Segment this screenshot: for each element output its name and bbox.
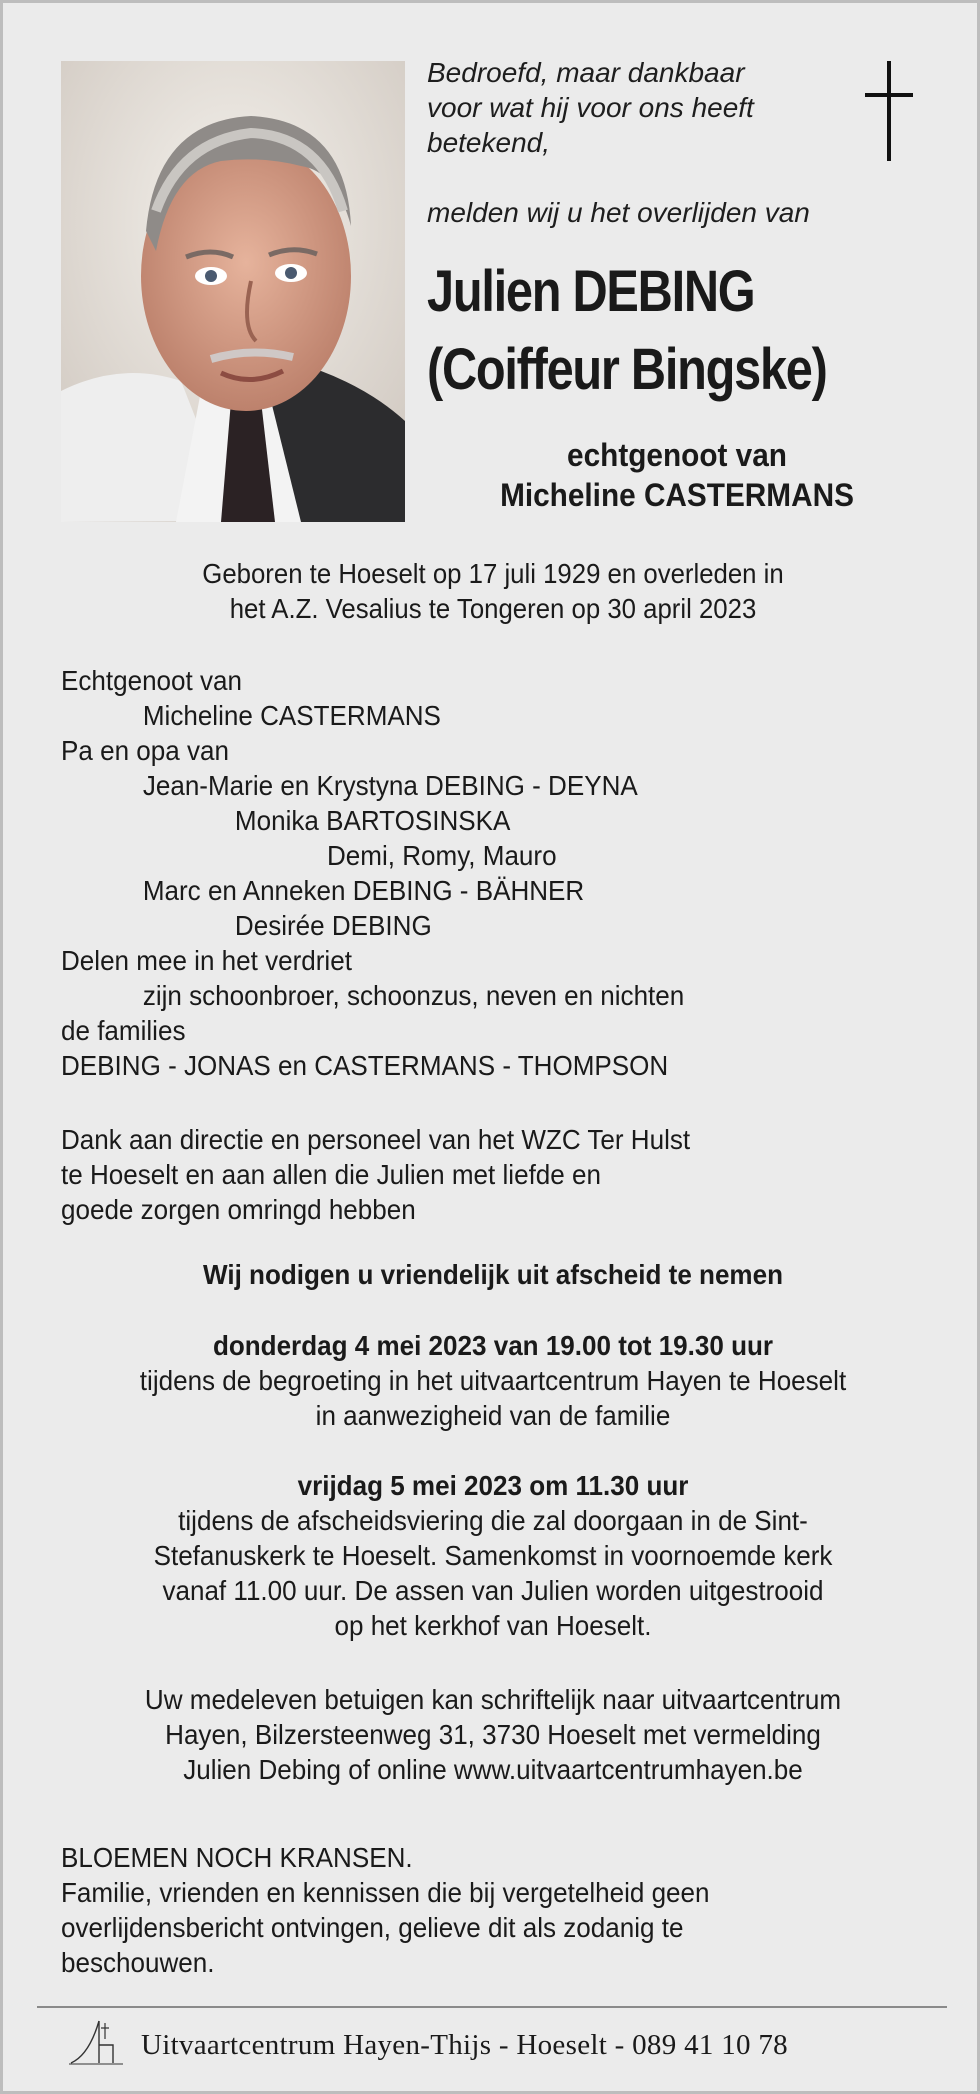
birth-line: het A.Z. Vesalius te Tongeren op 30 april 2023: [229, 593, 757, 624]
footer-divider: [37, 2006, 947, 2008]
family-list: [61, 663, 941, 1083]
service-line: vanaf 11.00 uur. De assen van Julien worden uitgestrooid: [162, 1575, 824, 1606]
visitation-block: [43, 1328, 943, 1433]
footer-text: Uitvaartcentrum Hayen-Thijs - Hoeselt - 089 41 10 78: [141, 2029, 788, 2061]
spouse-label: echtgenoot van: [567, 437, 787, 473]
visitation-line: in aanwezigheid van de familie: [315, 1400, 671, 1431]
closing-note: [61, 1840, 941, 1980]
family-line: Echtgenoot van: [61, 665, 242, 696]
thanks-text: [61, 1122, 941, 1227]
service-line: Stefanuskerk te Hoeselt. Samenkomst in voornoemde kerk: [153, 1540, 833, 1571]
closing-line: BLOEMEN NOCH KRANSEN.: [61, 1842, 413, 1873]
closing-line: beschouwen.: [61, 1947, 215, 1978]
condolences-block: [43, 1682, 943, 1787]
invitation: [43, 1257, 943, 1292]
condolences-line: Julien Debing of online www.uitvaartcentrumhayen.be: [183, 1754, 803, 1785]
intro-line: betekend,: [427, 127, 550, 158]
condolences-line: Hayen, Bilzersteenweg 31, 3730 Hoeselt met vermelding: [165, 1719, 821, 1750]
visitation-datetime: donderdag 4 mei 2023 van 19.00 tot 19.30 uur: [212, 1330, 774, 1361]
family-line: Desirée DEBING: [234, 910, 432, 941]
deceased-fullname: Julien DEBING: [427, 259, 755, 324]
deceased-name: [427, 253, 827, 409]
visitation-line: tijdens de begroeting in het uitvaartcentrum Hayen te Hoeselt: [139, 1365, 847, 1396]
family-line: Monika BARTOSINSKA: [234, 805, 511, 836]
service-block: [43, 1468, 943, 1643]
closing-line: overlijdensbericht ontvingen, gelieve dit als zodanig te: [61, 1912, 684, 1943]
intro-line: melden wij u het overlijden van: [427, 197, 810, 228]
family-line: de families: [61, 1015, 186, 1046]
family-line: Micheline CASTERMANS: [142, 700, 441, 731]
condolences-line: Uw medeleven betuigen kan schriftelijk naar uitvaartcentrum: [144, 1684, 842, 1715]
service-line: op het kerkhof van Hoeselt.: [334, 1610, 652, 1641]
service-line: tijdens de afscheidsviering die zal doorgaan in de Sint-: [178, 1505, 808, 1536]
intro-line: Bedroefd, maar dankbaar: [427, 57, 745, 88]
portrait-image: [61, 61, 405, 522]
spouse-block: [445, 435, 910, 515]
thanks-line: goede zorgen omringd hebben: [61, 1194, 416, 1225]
spouse-name: Micheline CASTERMANS: [500, 477, 854, 513]
birth-death-info: [96, 556, 891, 626]
family-line: DEBING - JONAS en CASTERMANS - THOMPSON: [61, 1050, 669, 1081]
intro-line: voor wat hij voor ons heeft: [427, 92, 754, 123]
cross-icon: [865, 61, 915, 166]
closing-line: Familie, vrienden en kennissen die bij vergetelheid geen: [61, 1877, 710, 1908]
family-line: Delen mee in het verdriet: [61, 945, 352, 976]
intro-spacer: [427, 160, 857, 195]
thanks-line: Dank aan directie en personeel van het WZC Ter Hulst: [61, 1124, 691, 1155]
deceased-nickname: (Coiffeur Bingske): [427, 337, 827, 402]
invitation-text: Wij nodigen u vriendelijk uit afscheid te nemen: [202, 1259, 783, 1290]
family-line: Marc en Anneken DEBING - BÄHNER: [142, 875, 585, 906]
thanks-line: te Hoeselt en aan allen die Julien met liefde en: [61, 1159, 601, 1190]
intro-text: [427, 55, 857, 230]
family-line: Jean-Marie en Krystyna DEBING - DEYNA: [142, 770, 638, 801]
funeral-home-logo-icon: [69, 2015, 125, 2067]
family-line: Pa en opa van: [61, 735, 229, 766]
birth-line: Geboren te Hoeselt op 17 juli 1929 en overleden in: [202, 558, 784, 589]
family-line: Demi, Romy, Mauro: [326, 840, 557, 871]
family-line: zijn schoonbroer, schoonzus, neven en nichten: [142, 980, 685, 1011]
service-datetime: vrijdag 5 mei 2023 om 11.30 uur: [297, 1470, 689, 1501]
portrait-photo: [61, 61, 405, 522]
